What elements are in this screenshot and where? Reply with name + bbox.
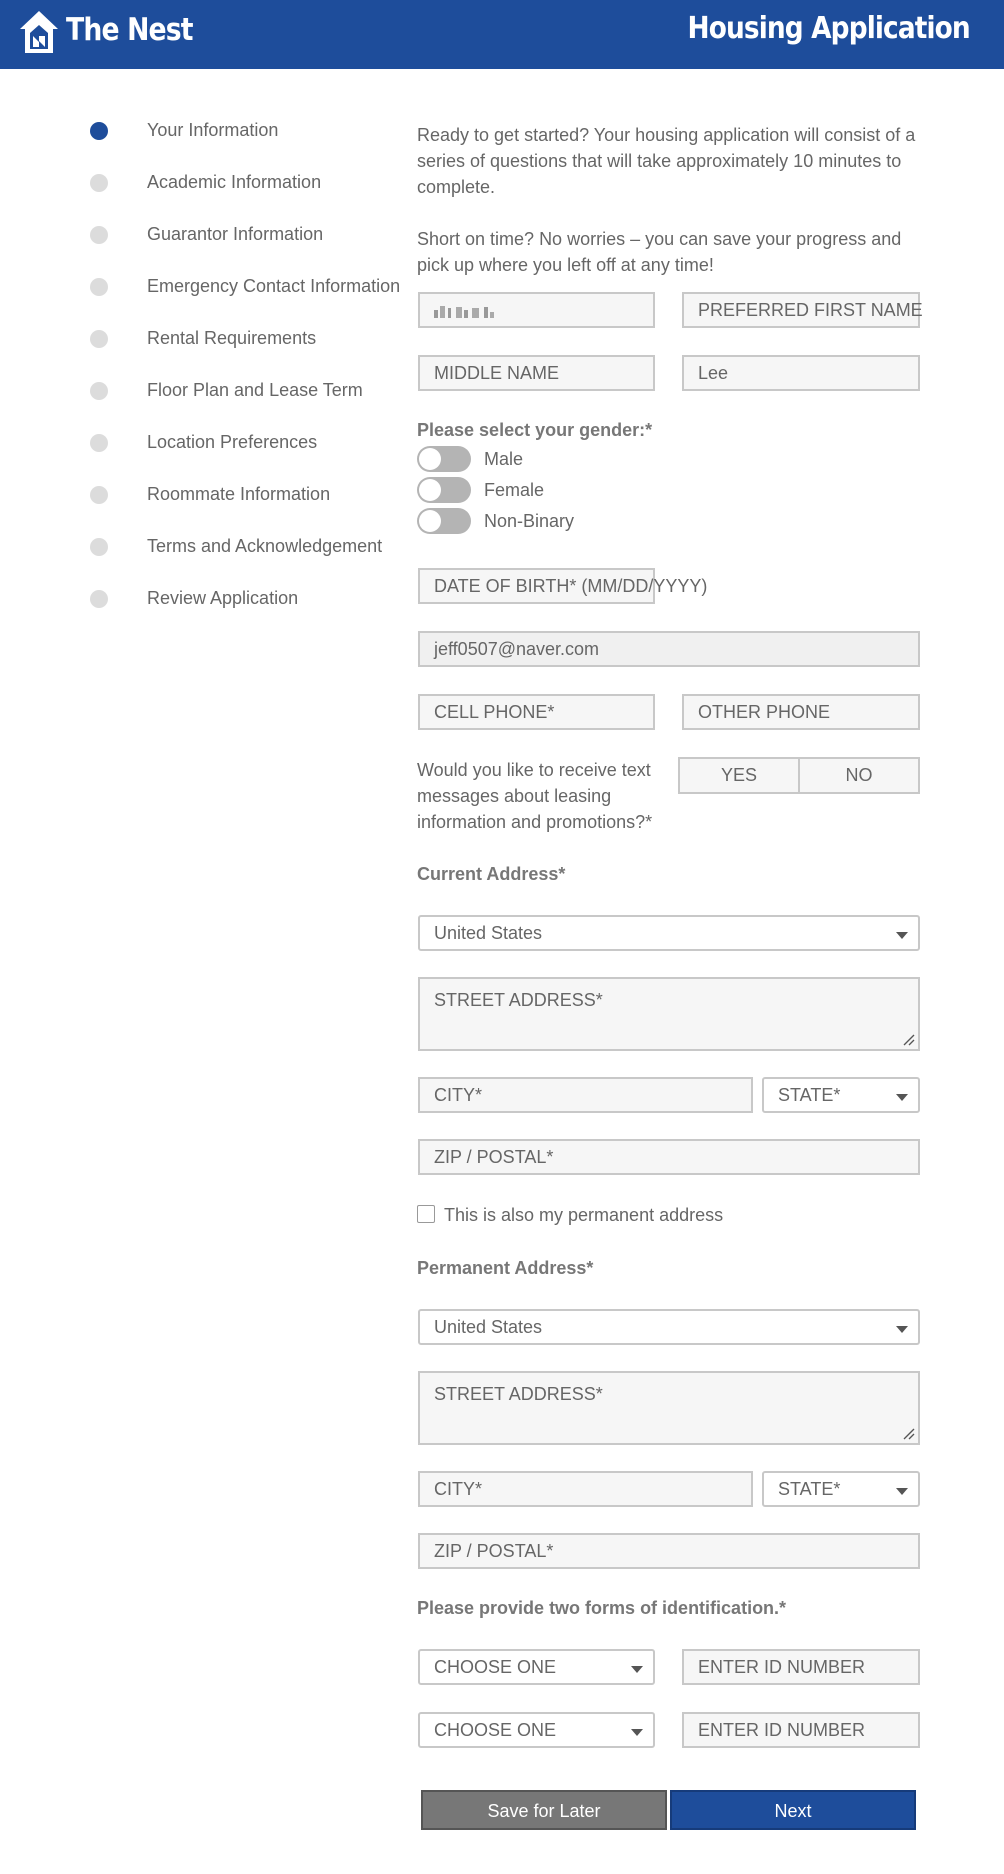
step-academic-information[interactable] — [0, 168, 400, 198]
same-as-permanent-label[interactable]: This is also my permanent address — [444, 1205, 724, 1225]
permanent-city-placeholder: CITY* — [434, 1479, 483, 1499]
gender-option-non-binary — [417, 508, 717, 536]
toggle-knob — [419, 448, 441, 470]
step-review-application[interactable] — [0, 584, 400, 614]
permanent-zip-placeholder: ZIP / POSTAL* — [434, 1541, 554, 1561]
middle-name-input[interactable] — [418, 355, 655, 391]
current-city-input[interactable] — [418, 1077, 753, 1113]
intro-paragraph-2: Short on time? No worries – you can save your progress and pick up where you left off at any time! — [417, 229, 902, 275]
last-name-input[interactable] — [682, 355, 920, 391]
chevron-down-icon — [631, 1666, 643, 1673]
dob-placeholder: DATE OF BIRTH* (MM/DD/YYYY) — [434, 576, 708, 596]
permanent-city-input[interactable] — [418, 1471, 753, 1507]
preferred-first-name-input[interactable] — [682, 292, 923, 328]
preferred-first-name-placeholder: PREFERRED FIRST NAME — [698, 300, 923, 320]
non-binary-toggle[interactable] — [417, 508, 471, 534]
gender-label: Please select your gender:* — [417, 420, 653, 440]
step-roommate-information[interactable] — [0, 480, 400, 510]
step-indicator — [90, 590, 108, 608]
email-input[interactable] — [418, 631, 920, 667]
step-floor-plan[interactable] — [0, 376, 400, 406]
sms-yes-button[interactable]: YES — [680, 759, 800, 792]
other-phone-input[interactable] — [682, 694, 920, 730]
current-state-placeholder: STATE* — [778, 1085, 841, 1105]
current-street-address-input[interactable] — [418, 977, 920, 1051]
non-binary-label: Non-Binary — [484, 511, 575, 531]
current-city-placeholder: CITY* — [434, 1085, 483, 1105]
step-label: Your Information — [147, 120, 279, 140]
middle-name-placeholder: MIDDLE NAME — [434, 363, 560, 383]
current-country-select[interactable] — [418, 915, 920, 951]
chevron-down-icon — [896, 1094, 908, 1101]
toggle-knob — [419, 510, 441, 532]
step-label: Guarantor Information — [147, 224, 324, 244]
chevron-down-icon — [896, 932, 908, 939]
step-guarantor-information[interactable] — [0, 220, 400, 250]
intro-paragraph-1: Ready to get started? Your housing application will consist of a series of questions that will take approximately 10 minutes to complete. — [417, 125, 916, 197]
step-indicator — [90, 278, 108, 296]
step-label: Rental Requirements — [147, 328, 317, 348]
step-label: Emergency Contact Information — [147, 276, 401, 296]
current-country-value: United States — [434, 923, 543, 943]
permanent-state-select[interactable] — [762, 1471, 920, 1507]
brand-name[interactable]: The Nest — [66, 12, 193, 48]
sms-yes-no-toggle — [678, 757, 920, 794]
page-title: Housing Application — [687, 11, 970, 46]
next-button[interactable]: Next — [670, 1790, 916, 1830]
id-number-placeholder: ENTER ID NUMBER — [698, 1657, 866, 1677]
toggle-knob — [419, 479, 441, 501]
current-street-placeholder: STREET ADDRESS* — [434, 990, 603, 1010]
app-header — [0, 0, 1004, 69]
step-label: Terms and Acknowledgement — [147, 536, 383, 556]
redacted-name-marks — [434, 304, 504, 320]
first-name-input[interactable] — [418, 292, 655, 328]
resize-handle-icon[interactable] — [903, 1034, 915, 1046]
cell-phone-placeholder: CELL PHONE* — [434, 702, 555, 722]
id-type-value: CHOOSE ONE — [434, 1657, 557, 1677]
id-type-select-1[interactable] — [418, 1649, 655, 1685]
male-toggle[interactable] — [417, 446, 471, 472]
permanent-street-address-input[interactable] — [418, 1371, 920, 1445]
female-label: Female — [484, 480, 545, 500]
step-indicator — [90, 174, 108, 192]
step-indicator — [90, 538, 108, 556]
permanent-street-placeholder: STREET ADDRESS* — [434, 1384, 603, 1404]
step-label: Academic Information — [147, 172, 322, 192]
step-indicator-active — [90, 122, 108, 140]
id-number-input-1[interactable] — [682, 1649, 920, 1685]
save-for-later-button[interactable]: Save for Later — [421, 1790, 667, 1830]
permanent-state-placeholder: STATE* — [778, 1479, 841, 1499]
id-number-input-2[interactable] — [682, 1712, 920, 1748]
id-number-placeholder: ENTER ID NUMBER — [698, 1720, 866, 1740]
id-type-value: CHOOSE ONE — [434, 1720, 557, 1740]
step-terms[interactable] — [0, 532, 400, 562]
gender-option-male — [417, 446, 717, 474]
last-name-value: Lee — [698, 363, 729, 383]
step-label: Review Application — [147, 588, 299, 608]
permanent-address-label: Permanent Address* — [417, 1258, 594, 1278]
female-toggle[interactable] — [417, 477, 471, 503]
current-state-select[interactable] — [762, 1077, 920, 1113]
step-indicator — [90, 382, 108, 400]
step-label: Location Preferences — [147, 432, 318, 452]
chevron-down-icon — [896, 1326, 908, 1333]
step-indicator — [90, 486, 108, 504]
email-value: jeff0507@naver.com — [434, 639, 600, 659]
male-label: Male — [484, 449, 524, 469]
sms-no-button[interactable]: NO — [845, 765, 873, 785]
step-indicator — [90, 226, 108, 244]
permanent-country-select[interactable] — [418, 1309, 920, 1345]
step-emergency-contact[interactable] — [0, 272, 400, 302]
chevron-down-icon — [896, 1488, 908, 1495]
current-zip-input[interactable] — [418, 1139, 920, 1175]
chevron-down-icon — [631, 1729, 643, 1736]
same-as-permanent-checkbox[interactable] — [417, 1205, 435, 1223]
step-indicator — [90, 434, 108, 452]
permanent-zip-input[interactable] — [418, 1533, 920, 1569]
sms-question: Would you like to receive text messages about leasing information and promotions?* — [417, 760, 653, 832]
step-rental-requirements[interactable] — [0, 324, 400, 354]
house-logo-icon — [18, 9, 60, 55]
step-indicator — [90, 330, 108, 348]
step-label: Roommate Information — [147, 484, 331, 504]
step-location-preferences[interactable] — [0, 428, 400, 458]
step-label: Floor Plan and Lease Term — [147, 380, 363, 400]
date-of-birth-input[interactable] — [418, 568, 708, 604]
permanent-country-value: United States — [434, 1317, 543, 1337]
identification-label: Please provide two forms of identification.* — [417, 1598, 787, 1618]
current-address-label: Current Address* — [417, 864, 566, 884]
id-type-select-2[interactable] — [418, 1712, 655, 1748]
current-zip-placeholder: ZIP / POSTAL* — [434, 1147, 554, 1167]
gender-option-female — [417, 477, 717, 505]
cell-phone-input[interactable] — [418, 694, 655, 730]
other-phone-placeholder: OTHER PHONE — [698, 702, 831, 722]
step-your-information[interactable] — [0, 116, 400, 146]
resize-handle-icon[interactable] — [903, 1428, 915, 1440]
